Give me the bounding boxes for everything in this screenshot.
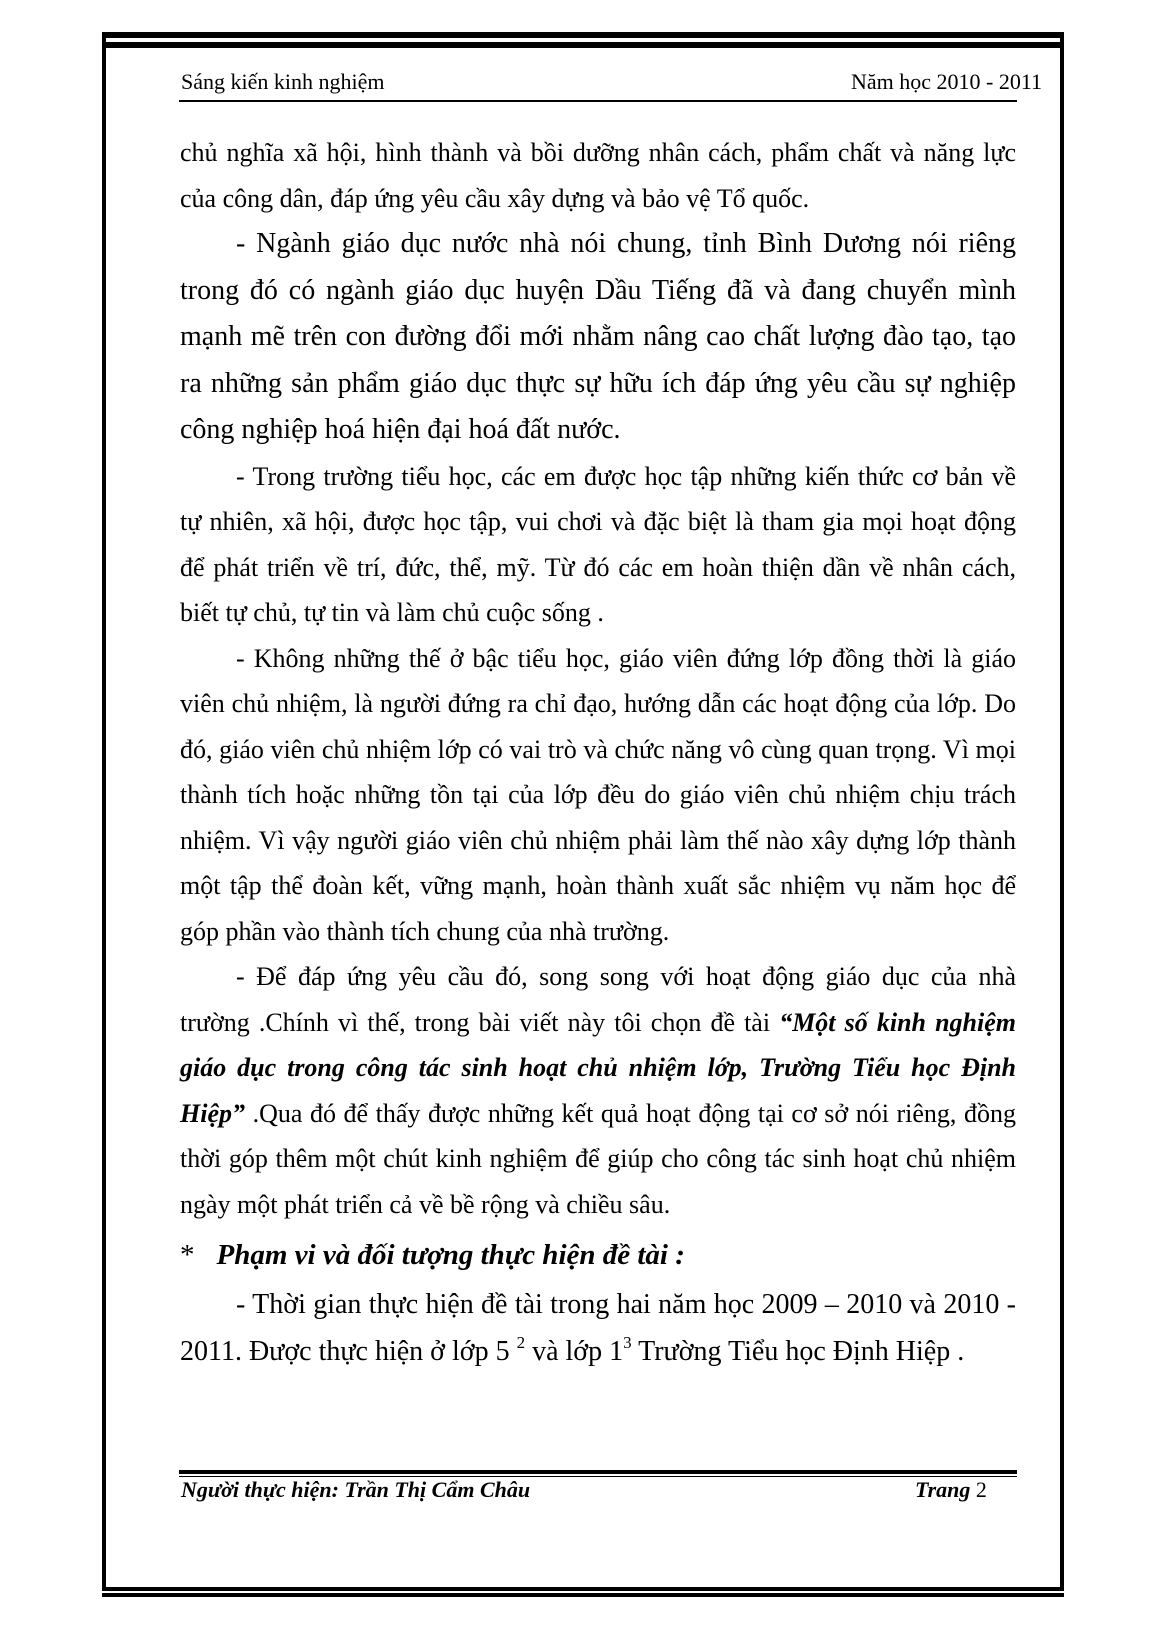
paragraph-2: - Ngành giáo dục nước nhà nói chung, tỉnh Bình Dương nói riêng trong đó có ngành giáo dục huyện Dầu Tiếng đã và đang chuyển mình mạnh mẽ trên con đường đổi mới nhằm nâng cao chất lượng đào tạo, tạo ra những sản phẩm giáo dục thực sự hữu ích đáp ứng yêu cầu sự nghiệp công nghiệp hoá hiện đại hoá đất nước. [180,228,1016,445]
footer-page [915,1476,987,1504]
page-border-top-gap [102,38,1064,42]
page-border-left [102,32,106,1597]
scope-sup-2: 3 [623,1332,632,1352]
header-rule [179,100,1017,102]
footer-author: Người thực hiện: Trần Thị Cẩm Châu [181,1477,531,1502]
paragraph-5-start: - Để đáp ứng yêu cầu đó, song song với hoạt động giáo dục của nhà trường .Chính vì thế, trong bài viết này tôi chọn đề tài [180,962,1016,1037]
scope-paragraph [180,1282,1016,1375]
section-heading [180,1227,1016,1282]
paragraph-1: chủ nghĩa xã hội, hình thành và bồi dưỡng nhân cách, phẩm chất và năng lực của công dân, đáp ứng yêu cầu xây dựng và bảo vệ Tổ quốc. [180,138,1016,213]
section-title: Phạm vi và đối tượng thực hiện đề tài : [216,1239,685,1271]
header-left: Sáng kiến kinh nghiệm [181,69,385,94]
footer-page-number: 2 [975,1477,987,1502]
body-text [180,130,1016,1375]
section-bullet: * [180,1239,195,1271]
scope-mid: và lớp 1 [525,1335,624,1367]
paragraph-5-end: .Qua đó để thấy được những kết quả hoạt động tại cơ sở nói riêng, đồng thời góp thêm một chút kinh nghiệm để giúp cho công tác sinh hoạt chủ nhiệm ngày một phát triển cả về bề rộng và chiều sâu. [180,1098,1016,1219]
scope-start: - Thời gian thực hiện đề tài trong hai năm học 2009 – 2010 và 2010 - 2011. Được thực hiện ở lớp 5 [180,1289,1016,1367]
paragraph-5 [180,954,1016,1227]
footer-page-label: Trang [915,1477,971,1502]
page-border-bottom-gap [102,1591,1064,1593]
topic-title: “Một số kinh nghiệm giáo dục trong công tác sinh hoạt chủ nhiệm lớp, Trường Tiểu học Định Hiệp” [180,1007,1017,1128]
footer-rule-thick [179,1470,1017,1474]
scope-sup-1: 2 [516,1332,526,1352]
paragraph-3: - Trong trường tiểu học, các em được học tập những kiến thức cơ bản về tự nhiên, xã hội, được học tập, vui chơi và đặc biệt là tham gia mọi hoạt động để phát triển về trí, đức, thể, mỹ. Từ đó các em hoàn thiện dần về nhân cách, biết tự chủ, tự tin và làm chủ cuộc sống . [180,461,1016,627]
page-border-right [1060,32,1064,1597]
header-right: Năm học 2010 - 2011 [851,69,1043,94]
paragraph-4: - Không những thế ở bậc tiểu học, giáo viên đứng lớp đồng thời là giáo viên chủ nhiệm, là người đứng ra chỉ đạo, hướng dẫn các hoạt động của lớp. Do đó, giáo viên chủ nhiệm lớp có vai trò và chức năng vô cùng quan trọng. Vì mọi thành tích hoặc những tồn tại của lớp đều do giáo viên chủ nhiệm chịu trách nhiệm. Vì vậy người giáo viên chủ nhiệm phải làm thế nào xây dựng lớp thành một tập thể đoàn kết, vững mạnh, hoàn thành xuất sắc nhiệm vụ năm học để góp phần vào thành tích chung của nhà trường. [180,643,1016,946]
scope-end: Trường Tiểu học Định Hiệp . [631,1335,965,1367]
